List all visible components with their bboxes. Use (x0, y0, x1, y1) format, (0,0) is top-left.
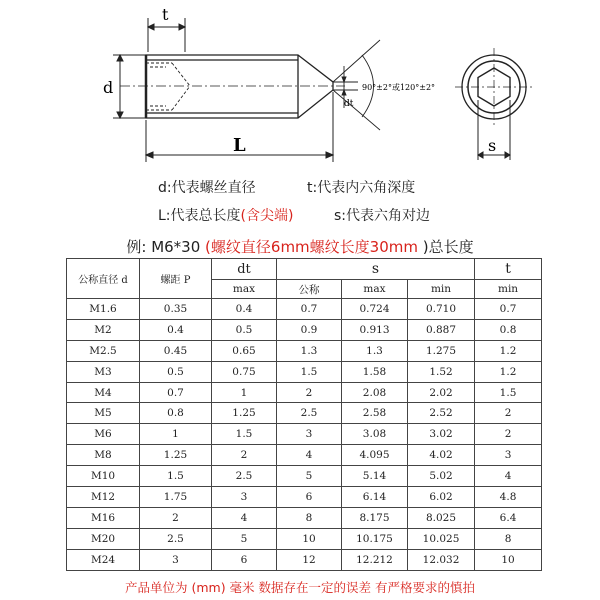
table-cell: 0.4 (140, 319, 212, 340)
table-cell: 3 (140, 549, 212, 570)
table-cell: 3 (277, 424, 342, 445)
example-line (0, 236, 600, 257)
table-cell: 0.8 (475, 319, 542, 340)
table-cell: 2.5 (277, 403, 342, 424)
table-cell: 6 (212, 549, 277, 570)
table-cell: 8 (277, 507, 342, 528)
spec-table-body (67, 299, 542, 571)
table-cell: 1.52 (408, 361, 475, 382)
table-cell: M10 (67, 466, 140, 487)
table-cell: 10.175 (342, 528, 408, 549)
table-cell: 0.887 (408, 319, 475, 340)
spec-table (66, 258, 542, 571)
t-label: t (162, 5, 169, 24)
table-row (67, 549, 542, 570)
table-cell: 8.175 (342, 507, 408, 528)
table-cell: 2 (475, 424, 542, 445)
table-cell: 0.8 (140, 403, 212, 424)
table-row (67, 403, 542, 424)
table-cell: 12.212 (342, 549, 408, 570)
table-cell: 1.5 (140, 466, 212, 487)
legend-t: t:代表内六角深度 (307, 180, 416, 196)
table-cell: 2 (212, 445, 277, 466)
table-cell: 2.5 (212, 466, 277, 487)
table-cell: M8 (67, 445, 140, 466)
table-row (67, 382, 542, 403)
table-row (67, 466, 542, 487)
table-cell: M2.5 (67, 340, 140, 361)
d-dimension (113, 55, 146, 118)
table-cell: 3.08 (342, 424, 408, 445)
table-cell: 5.14 (342, 466, 408, 487)
table-cell: 8.025 (408, 507, 475, 528)
table-cell: 10 (475, 549, 542, 570)
table-cell: 5 (277, 466, 342, 487)
table-cell: M2 (67, 319, 140, 340)
table-cell: 4.8 (475, 487, 542, 508)
header-t: t (475, 259, 542, 280)
table-cell: 1.5 (475, 382, 542, 403)
table-cell: 4 (212, 507, 277, 528)
table-cell: M1.6 (67, 299, 140, 320)
table-cell: 2 (277, 382, 342, 403)
table-row (67, 424, 542, 445)
L-label: L (233, 135, 246, 156)
table-row (67, 299, 542, 320)
angle-label: 90°±2°或120°±2° (362, 83, 436, 92)
table-cell: 1.3 (277, 340, 342, 361)
legend-s: s:代表六角对边 (334, 208, 431, 224)
table-cell: 0.913 (342, 319, 408, 340)
table-row (67, 507, 542, 528)
table-cell: 1.5 (277, 361, 342, 382)
table-cell: 3 (475, 445, 542, 466)
header-s-nominal: 公称 (277, 280, 342, 299)
table-cell: 2.02 (408, 382, 475, 403)
table-cell: 2.5 (140, 528, 212, 549)
table-cell: 1.5 (212, 424, 277, 445)
table-cell: 10 (277, 528, 342, 549)
table-cell: 1.2 (475, 361, 542, 382)
table-cell: M3 (67, 361, 140, 382)
table-cell: 2 (475, 403, 542, 424)
table-cell: 4 (277, 445, 342, 466)
table-cell: 6.02 (408, 487, 475, 508)
table-cell: 6.14 (342, 487, 408, 508)
table-cell: 0.7 (277, 299, 342, 320)
table-cell: 1.3 (342, 340, 408, 361)
legend-d: d:代表螺丝直径 (158, 180, 256, 196)
table-cell: 10.025 (408, 528, 475, 549)
header-dt-max: max (212, 280, 277, 299)
table-cell: M24 (67, 549, 140, 570)
table-row (67, 319, 542, 340)
table-cell: 1 (212, 382, 277, 403)
header-s-max: max (342, 280, 408, 299)
table-cell: 0.7 (475, 299, 542, 320)
example-detail: (螺纹直径6mm螺纹长度30mm (205, 238, 418, 256)
example-prefix: 例: M6*30 (126, 238, 206, 256)
table-cell: 0.9 (277, 319, 342, 340)
table-cell: 1.25 (140, 445, 212, 466)
table-cell: 4 (475, 466, 542, 487)
table-cell: 1.25 (212, 403, 277, 424)
legend-L-text: L:代表总长度 (158, 208, 241, 224)
table-cell: M6 (67, 424, 140, 445)
table-cell: M4 (67, 382, 140, 403)
header-s: s (277, 259, 475, 280)
table-cell: 1.275 (408, 340, 475, 361)
table-cell: 2 (140, 507, 212, 528)
table-cell: 0.75 (212, 361, 277, 382)
table-cell: 1.75 (140, 487, 212, 508)
legend-L (158, 205, 293, 225)
table-cell: 0.5 (212, 319, 277, 340)
table-cell: 3.02 (408, 424, 475, 445)
table-row (67, 528, 542, 549)
table-cell: 0.65 (212, 340, 277, 361)
example-suffix: )总长度 (417, 238, 474, 256)
table-cell: 5 (212, 528, 277, 549)
legend-L-note: (含尖端) (240, 208, 294, 224)
set-screw-drawing (0, 0, 600, 175)
table-cell: 1.2 (475, 340, 542, 361)
d-label: d (103, 78, 114, 97)
footer-note: 产品单位为 (mm) 毫米 数据存在一定的误差 有严格要求的慎拍 (124, 580, 475, 595)
header-pitch: 螺距 P (140, 259, 212, 299)
dt-label: dt (344, 99, 354, 109)
table-cell: 2.58 (342, 403, 408, 424)
table-cell: 0.35 (140, 299, 212, 320)
header-dt: dt (212, 259, 277, 280)
table-row (67, 445, 542, 466)
table-cell: 0.7 (140, 382, 212, 403)
end-view (455, 48, 533, 126)
table-cell: 12 (277, 549, 342, 570)
table-cell: 4.02 (408, 445, 475, 466)
s-label: s (488, 136, 497, 155)
table-cell: M20 (67, 528, 140, 549)
table-cell: M12 (67, 487, 140, 508)
table-cell: M16 (67, 507, 140, 528)
table-row (67, 361, 542, 382)
table-cell: 12.032 (408, 549, 475, 570)
table-cell: 0.710 (408, 299, 475, 320)
table-cell: 0.724 (342, 299, 408, 320)
table-cell: 2.52 (408, 403, 475, 424)
table-cell: 0.45 (140, 340, 212, 361)
table-cell: 5.02 (408, 466, 475, 487)
table-cell: M5 (67, 403, 140, 424)
table-cell: 0.5 (140, 361, 212, 382)
table-cell: 1 (140, 424, 212, 445)
table-cell: 8 (475, 528, 542, 549)
table-cell: 0.4 (212, 299, 277, 320)
table-cell: 4.095 (342, 445, 408, 466)
header-size: 公称直径 d (67, 259, 140, 299)
table-cell: 6 (277, 487, 342, 508)
table-cell: 2.08 (342, 382, 408, 403)
table-row (67, 340, 542, 361)
header-s-min: min (408, 280, 475, 299)
table-row (67, 487, 542, 508)
table-cell: 1.58 (342, 361, 408, 382)
header-row (67, 259, 542, 280)
header-t-min: min (475, 280, 542, 299)
screw-body (120, 55, 345, 118)
table-cell: 6.4 (475, 507, 542, 528)
table-cell: 3 (212, 487, 277, 508)
